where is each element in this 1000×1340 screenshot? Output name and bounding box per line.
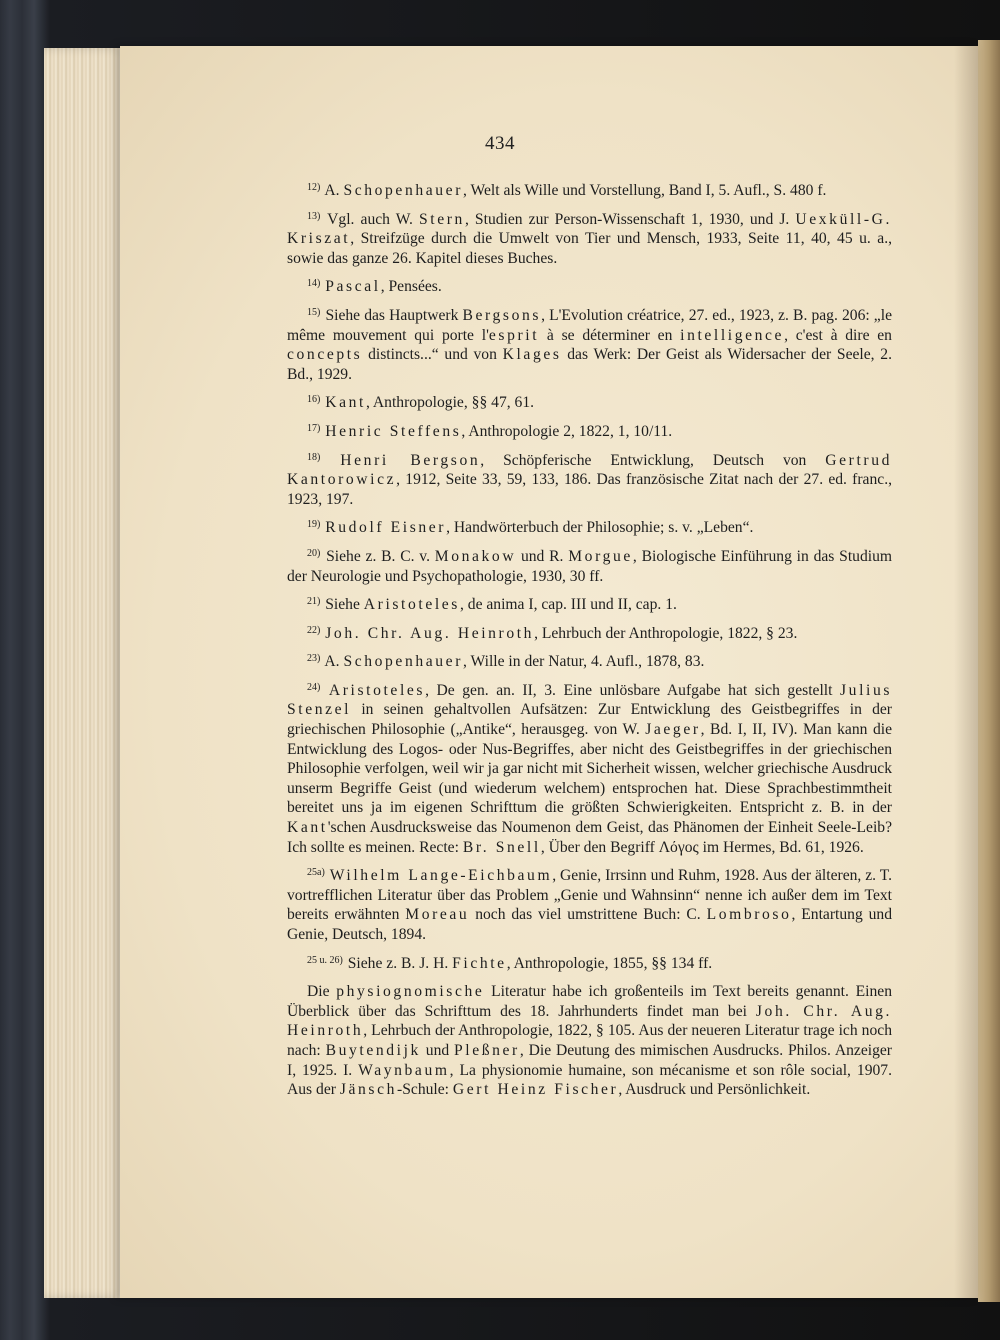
footnote [287,306,892,384]
spaced-name: Buytendijk [325,1041,421,1059]
footnote-text: , Lehrbuch der Anthropologie, 1822, § 23. [534,624,798,642]
footnote-text: , Bd. I, II, IV). Man kann die Entwicklung des Logos- oder Nus-Begriffes, aber nicht des Geistbegriffes in der griechischen Philosophie verfolgen, weil wir ja gar nicht mit Sicherheit wissen, welcher griechische Ausdruck unserm Begriffe Geist (und wiederum welchem) entsprochen hat. Diese Sprachbestimmtheit bereitet uns ja im eigenen Schrifttum die größten Schwierigkeiten. Entspricht z. B. in der [287,721,892,817]
footnote-text: , Anthropologie, §§ 47, 61. [365,394,535,412]
spaced-name: Joh. Chr. Aug. Heinroth [287,1002,892,1040]
footnote-text: und [420,1041,455,1059]
footnote [287,982,892,1100]
footnote-text: , Lehrbuch der Anthropologie, 1822, § 105. Aus der neueren Literatur trage ich noch nach: [287,1022,892,1059]
spaced-name: Fichte [452,954,507,972]
footnote-mark: 25a) [307,867,325,879]
footnote-text: , de anima I, cap. III und II, cap. 1. [459,596,677,614]
spaced-name: Henri Bergson [340,451,481,469]
footnote-text: , Die Deutung des mimischen Ausdrucks. Philos. Anzeiger I, 1925. I. [287,1041,893,1079]
spaced-name: concepts [287,346,363,364]
footnote-mark: 17) [307,422,321,434]
spaced-name: Monakow [434,547,517,565]
footnote [287,210,892,269]
footnote-text: , Anthropologie 2, 1822, 1, 10/11. [461,422,673,440]
footnote [287,451,892,510]
footnote-mark: 24) [307,681,321,693]
footnote-text: Siehe z. B. J. H. [343,954,453,972]
spaced-name: intelligence [680,326,785,344]
footnote-text [321,452,340,469]
spaced-name: Joh. Chr. Aug. Heinroth [325,624,535,642]
footnote-mark: 22) [307,624,321,636]
spaced-name: Morgue [568,547,633,565]
footnote [287,518,892,538]
footnote-text: , c'est à dire en [784,326,892,344]
spaced-name: esprit [488,326,540,344]
footnote [287,277,892,297]
spaced-name: Aristoteles [363,596,460,614]
footnote-text: , Anthropologie, 1855, §§ 134 ff. [506,954,713,972]
footnote-text: 'schen Ausdrucksweise das Noumenon dem Geist, das Phänomen der Einheit Seele-Leib? Ich sollte es meinen. Recte: [287,819,892,856]
footnote-text: Die [307,983,337,1001]
facing-page-edge [978,40,1000,1302]
footnote [287,624,892,644]
footnote [287,866,892,944]
footnote-text: à se déterminer en [539,326,681,344]
spaced-name: Pleßner [454,1041,520,1059]
spaced-name: Aristoteles [328,681,426,699]
spaced-name: Lombroso [706,906,792,924]
footnote-text: , Handwörterbuch der Philosophie; s. v. „Leben“. [446,519,754,537]
footnotes-section [287,181,892,1109]
footnote-text: , La physionomie humaine, son mécanisme et son rôle social, 1907. Aus der [287,1061,893,1099]
footnote-text: noch das viel umstrittene Buch: C. [469,906,707,924]
spaced-name: Waynbaum [358,1061,450,1079]
spaced-name: Julius Stenzel [287,681,893,719]
spaced-name: Schopenhauer [343,653,463,671]
spaced-name: Schopenhauer [343,182,463,199]
footnote [287,181,892,201]
footnote-text: das Werk: Der Geist als Widersacher der Seele, 2. Bd., 1929. [287,346,892,383]
footnote-text: , Studien zur Person-Wissenschaft 1, 1930, und J. [464,210,796,228]
footnote-text: , Welt als Wille und Vorstellung, Band I, 5. Aufl., S. 480 f. [463,182,827,199]
spaced-name: Rudolf Eisner [325,519,447,537]
footnote-text: Siehe z. B. C. v. [321,547,435,565]
page-number: 434 [485,133,515,154]
footnote-text: , Wille in der Natur, 4. Aufl., 1878, 83. [463,653,705,671]
footnote-text: , Über den Begriff Λόγος im Hermes, Bd. 61, 1926. [540,838,864,856]
footnote [287,954,892,974]
footnote [287,422,892,442]
spaced-name: Uexküll-G. Kriszat [287,210,892,248]
footnote [287,681,892,857]
spaced-name: physiognomische [336,983,485,1001]
footnote-mark: 19) [307,519,321,531]
footnote-text: , Ausdruck und Persönlichkeit. [618,1081,811,1099]
footnote-mark: 16) [307,394,321,406]
footnote-mark: 21) [307,596,321,608]
footnote-text: Literatur habe ich großenteils im Text bereits genannt. Einen Überblick über das Schrifttum des 18. Jahrhunderts findet man bei [287,983,892,1020]
footnote-mark: 12) [307,182,321,193]
footnote-text: Vgl. auch W. [321,210,420,228]
footnote-text: , Schöpferische Entwicklung, Deutsch von [480,451,826,469]
footnote-mark: 23) [307,653,321,665]
footnote-text: , Streifzüge durch die Umwelt von Tier und Mensch, 1933, Seite 11, 40, 45 u. a., sowie das ganze 26. Kapitel dieses Buches. [287,230,892,267]
footnote-text: , Entartung und Genie, Deutsch, 1894. [287,906,892,943]
spaced-name: Moreau [405,906,470,924]
footnote-text: , L'Evolution créatrice, 27. ed., 1923, z. B. pag. 206: „le même mouvement qui porte l' [287,306,892,344]
footnote-mark: 13) [307,210,321,222]
footnote-text: , Genie, Irrsinn und Ruhm, 1928. Aus der älteren, z. T. vortrefflichen Literatur über das Problem „Genie und Wahnsinn“ nenne ich außer dem im Text bereits erwähnten [287,867,892,924]
footnote-text: , De gen. an. II, 3. Eine unlösbare Aufgabe hat sich gestellt [425,681,841,699]
footnote-mark: 15) [307,306,321,318]
footnote-text: in seinen gehaltvollen Aufsätzen: Zur Entwicklung des Geistbegriffes in der griechischen Philosophie („Antike“, herausgeg. von W. [287,701,892,739]
footnote-text: -Schule: [397,1081,453,1099]
footnote [287,547,892,586]
spaced-name: Kant [325,394,366,412]
spaced-name: Henric Steffens [325,422,462,440]
footnote-text: und R. [516,547,569,565]
footnote-text: , 1912, Seite 33, 59, 133, 186. Das französische Zitat nach der 27. ed. franc., 1923, 197. [287,471,892,508]
spaced-name: Wilhelm Lange-Eichbaum [329,867,553,885]
spaced-name: Bergsons [462,306,542,324]
footnote-text: A. [321,653,344,671]
spaced-name: Kant [287,819,328,837]
spaced-name: Br. Snell [462,838,541,856]
spaced-name: Jänsch [339,1081,398,1099]
footnote-mark: 25 u. 26) [307,954,343,966]
footnote [287,393,892,413]
footnote-text: Siehe [321,596,364,614]
footnote-mark: 14) [307,278,321,290]
footnote-mark: 20) [307,547,321,559]
spaced-name: Gert Heinz Fischer [452,1081,619,1099]
spaced-name: Jaeger [645,721,701,739]
footnote [287,652,892,672]
footnote [287,595,892,615]
footnote-text: , Biologische Einführung in das Studium der Neurologie und Psychopathologie, 1930, 30 ff. [287,547,892,585]
spaced-name: Pascal [325,278,381,296]
footnote-text: distincts...“ und von [362,346,503,364]
footnote-text [321,682,329,699]
spaced-name: Stern [419,210,465,228]
footnote-text: Siehe das Hauptwerk [321,306,463,324]
footnote-text: A. [321,182,344,199]
footnote-mark: 18) [307,451,321,463]
spaced-name: Gertrud Kantorowicz [287,451,892,489]
footnote-text: , Pensées. [380,278,442,296]
spaced-name: Klages [502,346,562,364]
